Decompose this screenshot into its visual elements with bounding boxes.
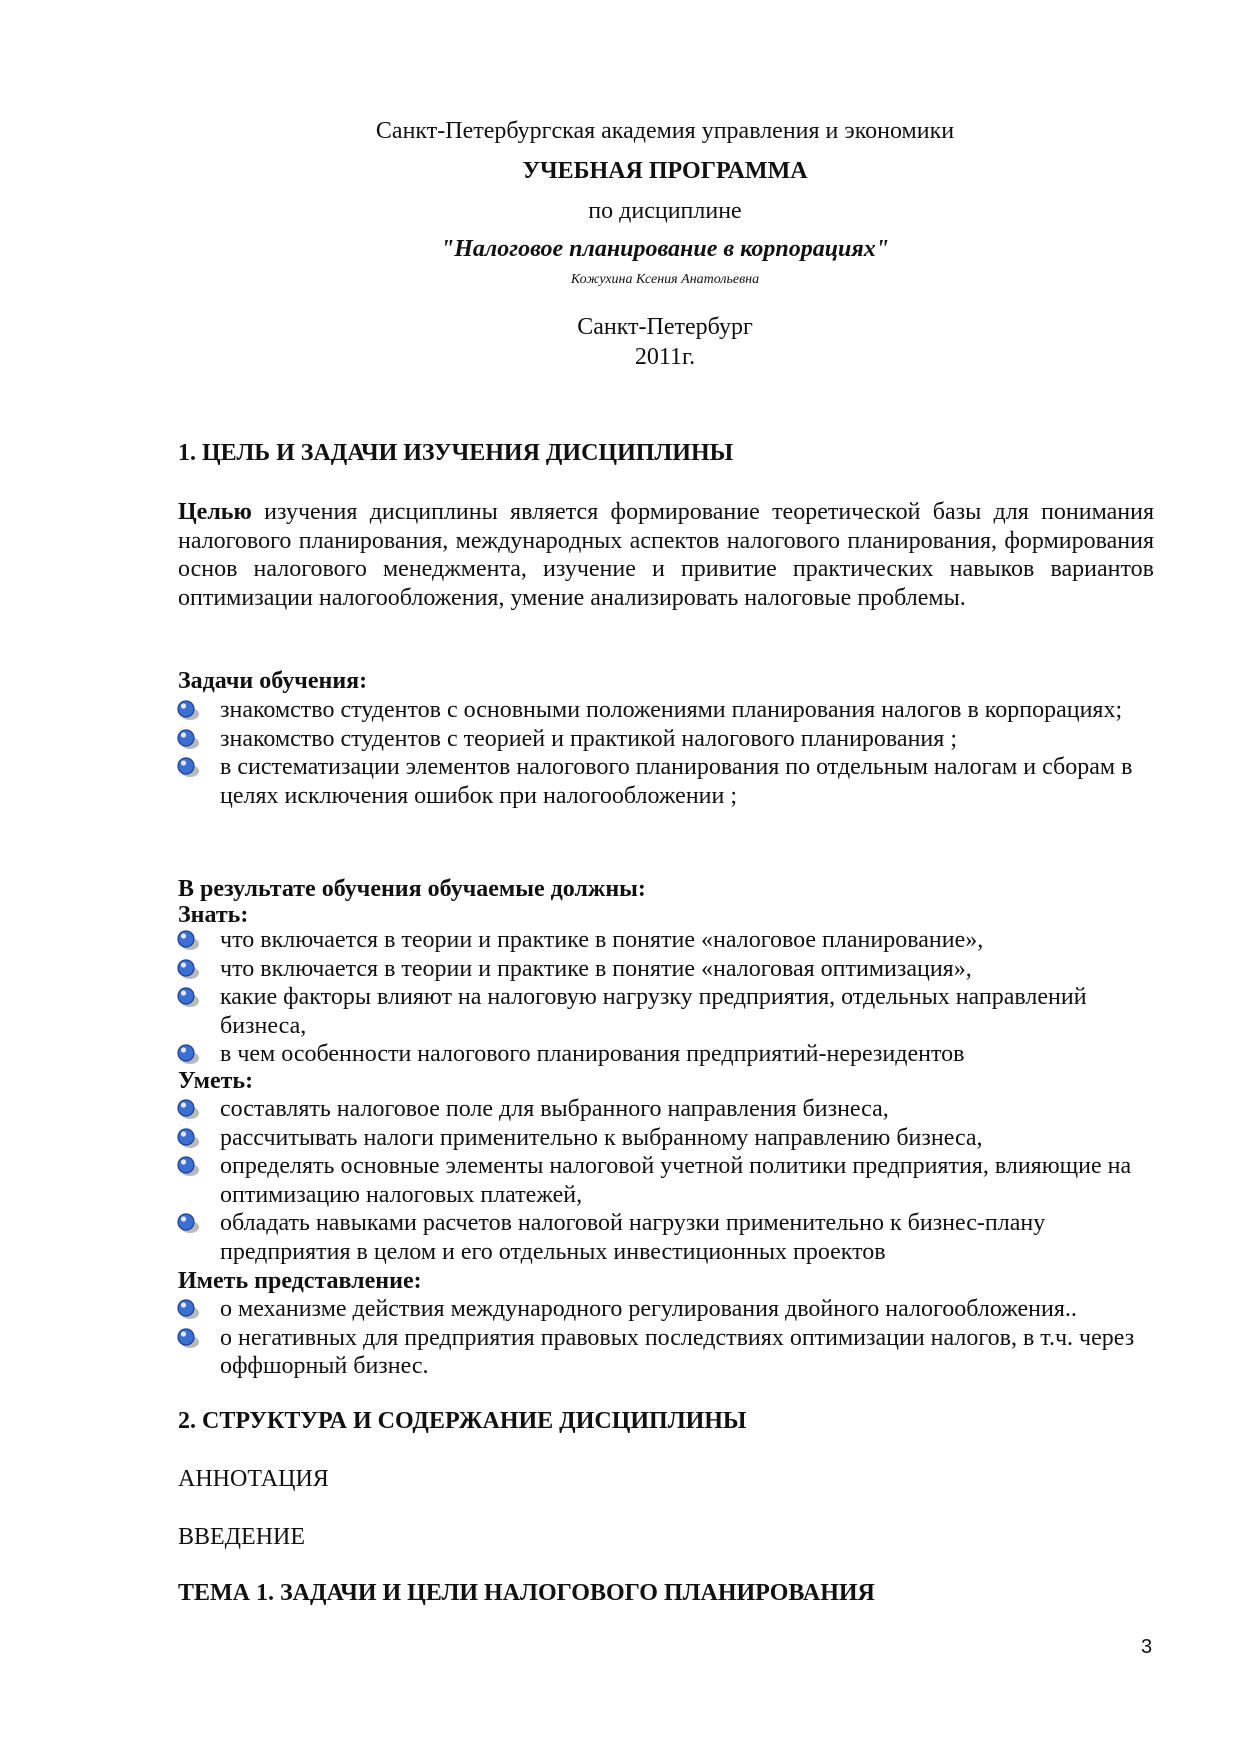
bullet-ball-icon bbox=[176, 1327, 200, 1349]
know-list bbox=[176, 926, 1166, 1069]
bullet-ball-icon bbox=[176, 1127, 200, 1149]
section-2-heading: 2. СТРУКТУРА И СОДЕРЖАНИЕ ДИСЦИПЛИНЫ bbox=[178, 1408, 747, 1434]
goal-text: изучения дисциплины является формирование теоретической базы для понимания налогового планирования, международных аспектов налогового планирования, формирования основ налогового менеджмента, изучение и привитие практических навыков вариантов оптимизации налогообложения, умение анализировать налоговые проблемы. bbox=[178, 499, 1154, 611]
list-item bbox=[176, 1124, 1166, 1153]
list-item-text: в систематизации элементов налогового планирования по отдельным налогам и сборам в целях исключения ошибок при налогообложении ; bbox=[220, 754, 1133, 809]
list-item-text: о негативных для предприятия правовых последствиях оптимизации налогов, в т.ч. через оффшорный бизнес. bbox=[220, 1324, 1135, 1379]
page-number: 3 bbox=[1141, 1636, 1153, 1658]
bullet-ball-icon bbox=[176, 1298, 200, 1320]
author-name: Кожухина Ксения Анатольевна bbox=[570, 272, 760, 287]
bullet-ball-icon bbox=[176, 958, 200, 980]
program-title: УЧЕБНАЯ ПРОГРАММА bbox=[522, 158, 808, 184]
list-item bbox=[176, 983, 1166, 1040]
list-item bbox=[176, 1295, 1166, 1324]
know-heading: Знать: bbox=[178, 902, 249, 928]
goal-lead: Целью bbox=[178, 499, 252, 525]
bullet-ball-icon bbox=[176, 1043, 200, 1065]
list-item-text: определять основные элементы налоговой учетной политики предприятия, влияющие на оптимизацию налоговых платежей, bbox=[220, 1153, 1132, 1208]
topic-1-heading: ТЕМА 1. ЗАДАЧИ И ЦЕЛИ НАЛОГОВОГО ПЛАНИРОВАНИЯ bbox=[178, 1580, 875, 1606]
tasks-heading: Задачи обучения: bbox=[178, 668, 368, 694]
bullet-ball-icon bbox=[176, 1155, 200, 1177]
list-item-text: о механизме действия международного регулирования двойного налогообложения.. bbox=[220, 1296, 1077, 1322]
can-list bbox=[176, 1095, 1166, 1266]
bullet-ball-icon bbox=[176, 929, 200, 951]
year: 2011г. bbox=[634, 344, 696, 370]
bullet-ball-icon bbox=[176, 986, 200, 1008]
result-heading: В результате обучения обучаемые должны: bbox=[178, 876, 646, 902]
list-item bbox=[176, 955, 1166, 984]
list-item-text: знакомство студентов с основными положениями планирования налогов в корпорациях; bbox=[220, 697, 1123, 723]
tasks-list bbox=[176, 696, 1166, 810]
list-item bbox=[176, 1209, 1166, 1266]
list-item bbox=[176, 926, 1166, 955]
idea-list bbox=[176, 1295, 1166, 1381]
list-item bbox=[176, 1324, 1166, 1381]
list-item bbox=[176, 725, 1166, 754]
list-item-text: в чем особенности налогового планирования предприятий-нерезидентов bbox=[220, 1041, 965, 1067]
can-heading: Уметь: bbox=[178, 1068, 254, 1094]
bullet-ball-icon bbox=[176, 1212, 200, 1234]
list-item bbox=[176, 1040, 1166, 1069]
list-item-text: что включается в теории и практике в понятие «налоговое планирование», bbox=[220, 927, 984, 953]
by-discipline-label: по дисциплине bbox=[588, 198, 742, 224]
idea-heading: Иметь представление: bbox=[178, 1268, 422, 1294]
list-item bbox=[176, 753, 1166, 810]
introduction-label: ВВЕДЕНИЕ bbox=[178, 1524, 306, 1550]
institution-name: Санкт-Петербургская академия управления и экономики bbox=[375, 118, 955, 144]
annotation-label: АННОТАЦИЯ bbox=[178, 1466, 329, 1492]
list-item-text: что включается в теории и практике в понятие «налоговая оптимизация», bbox=[220, 955, 972, 982]
goal-paragraph bbox=[178, 498, 1154, 612]
bullet-ball-icon bbox=[176, 699, 200, 721]
list-item-text: рассчитывать налоги применительно к выбранному направлению бизнеса, bbox=[220, 1124, 983, 1151]
list-item-text: обладать навыками расчетов налоговой нагрузки применительно к бизнес-плану предприятия в целом и его отдельных инвестиционных проектов bbox=[220, 1210, 1046, 1265]
bullet-ball-icon bbox=[176, 756, 200, 778]
list-item-text: составлять налоговое поле для выбранного направления бизнеса, bbox=[220, 1096, 889, 1122]
list-item-text: какие факторы влияют на налоговую нагрузку предприятия, отдельных направлений бизнеса, bbox=[220, 984, 1087, 1039]
bullet-ball-icon bbox=[176, 1098, 200, 1120]
section-1-heading: 1. ЦЕЛЬ И ЗАДАЧИ ИЗУЧЕНИЯ ДИСЦИПЛИНЫ bbox=[178, 440, 734, 466]
list-item bbox=[176, 696, 1166, 725]
list-item bbox=[176, 1095, 1166, 1124]
list-item-text: знакомство студентов с теорией и практикой налогового планирования ; bbox=[220, 725, 957, 752]
city-name: Санкт-Петербург bbox=[577, 314, 753, 340]
course-title: "Налоговое планирование в корпорациях" bbox=[440, 236, 890, 262]
list-item bbox=[176, 1152, 1166, 1209]
bullet-ball-icon bbox=[176, 728, 200, 750]
